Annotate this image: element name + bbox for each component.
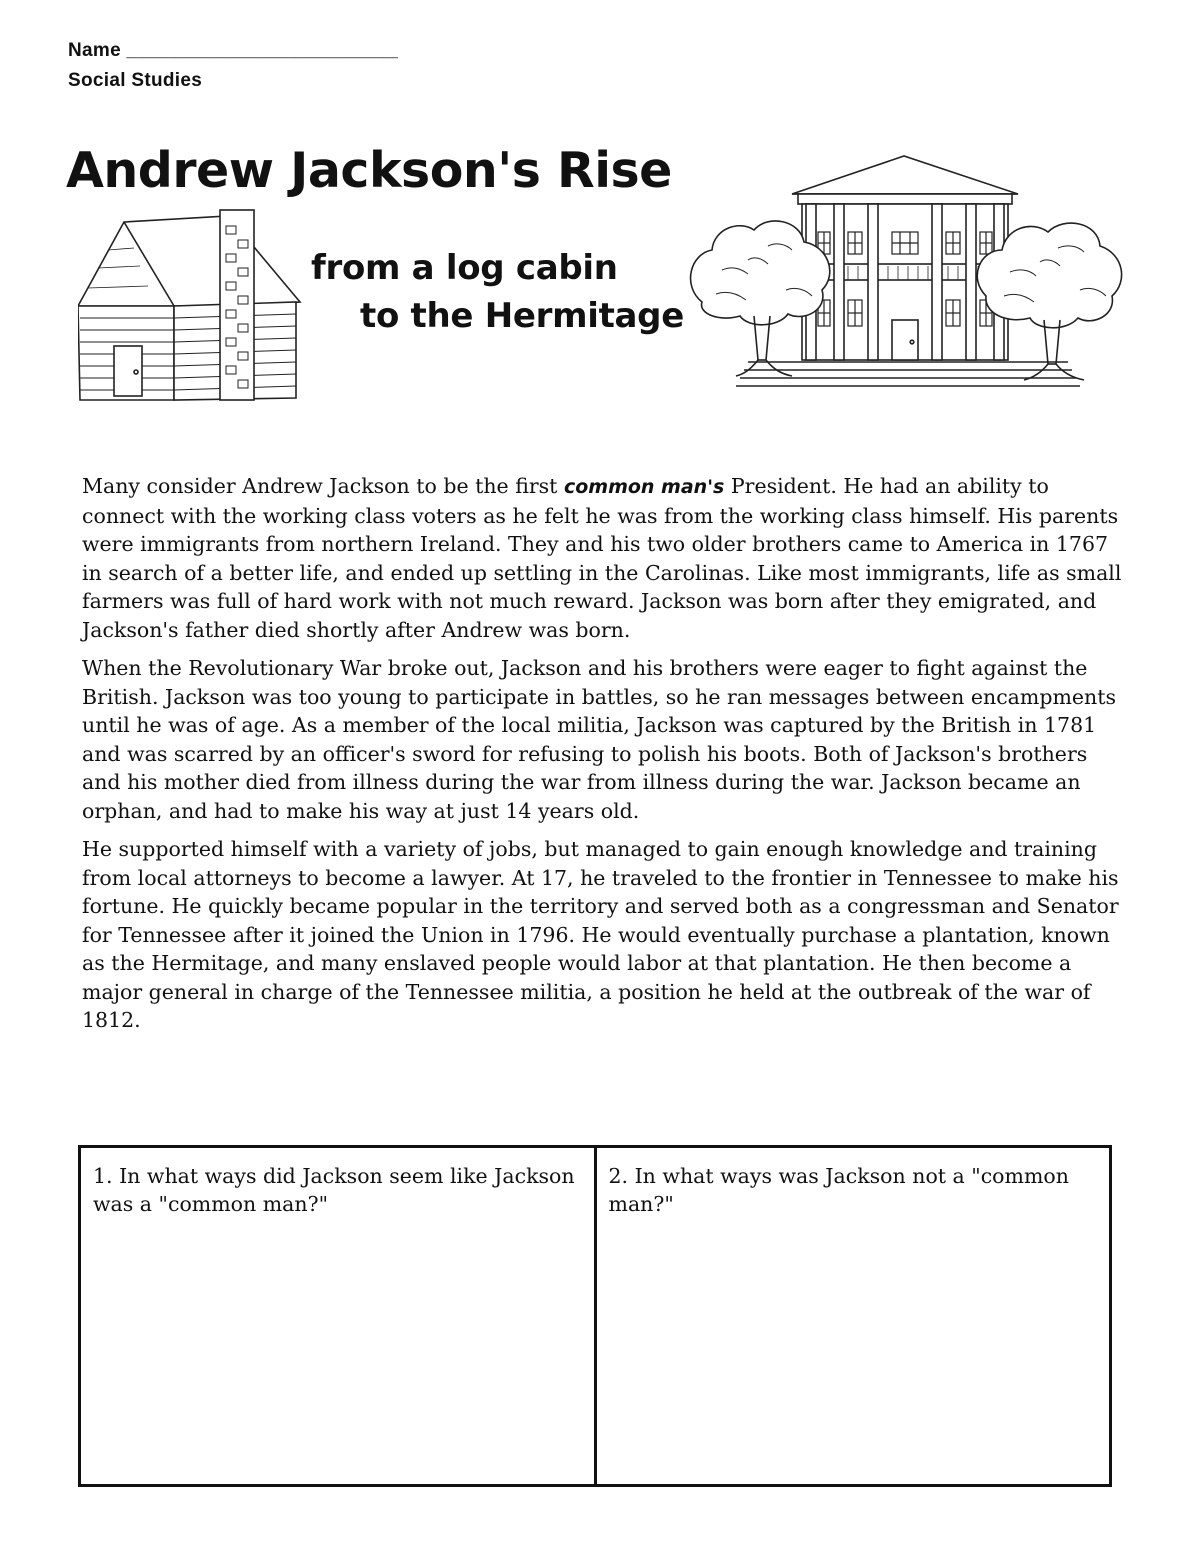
question-2-text: 2. In what ways was Jackson not a "common man?" — [608, 1164, 1069, 1216]
paragraph-1-text-a: Many consider Andrew Jackson to be the first — [82, 474, 564, 498]
paragraph-2: When the Revolutionary War broke out, Jackson and his brothers were eager to fight against the British. Jackson was too young to participate in battles, so he ran messages between encampments until he was of age. As a member of the local militia, Jackson was captured by the British in 1781 and was scarred by an officer's sword for refusing to polish his boots. Both of Jackson's brothers and his mother died from illness during the war from illness during the war. Jackson became an orphan, and had to make his way at just 14 years old. — [82, 656, 1116, 823]
question-1-text: 1. In what ways did Jackson seem like Jackson was a "common man?" — [93, 1164, 575, 1216]
name-field-label: Name _________________________ — [68, 40, 399, 61]
subject-label: Social Studies — [68, 70, 203, 91]
hermitage-illustration — [688, 150, 1128, 414]
worksheet-title: Andrew Jackson's Rise — [66, 142, 672, 199]
article-body — [82, 472, 1122, 1045]
question-2-cell[interactable] — [594, 1148, 1110, 1484]
emphasis-common-mans: common man's — [563, 476, 725, 498]
question-table — [78, 1145, 1112, 1487]
paragraph-3: He supported himself with a variety of jobs, but managed to gain enough knowledge and training from local attorneys to become a lawyer. At 17, he traveled to the frontier in Tennessee to make his fortune. He quickly became popular in the territory and served both as a congressman and Senator for Tennessee after it joined the Union in 1796. He would eventually purchase a plantation, known as the Hermitage, and many enslaved people would labor at that plantation. He then become a major general in charge of the Tennessee militia, a position he held at the outbreak of the war of 1812. — [82, 837, 1119, 1032]
subtitle-line-2: to the Hermitage — [360, 296, 684, 336]
log-cabin-illustration — [78, 206, 310, 402]
paragraph-1 — [82, 472, 1122, 644]
paragraph-1-text-b: President. He had an ability to connect with the working class voters as he felt he was from the working class himself. His parents were immigrants from northern Ireland. They and his two older brothers came to America in 1767 in search of a better life, and ended up settling in the Carolinas. Like most immigrants, life as small farmers was full of hard work with not much reward. Jackson was born after they emigrated, and Jackson's father died shortly after Andrew was born. — [82, 474, 1122, 642]
question-1-cell[interactable] — [81, 1148, 594, 1484]
subtitle-line-1: from a log cabin — [311, 248, 618, 288]
